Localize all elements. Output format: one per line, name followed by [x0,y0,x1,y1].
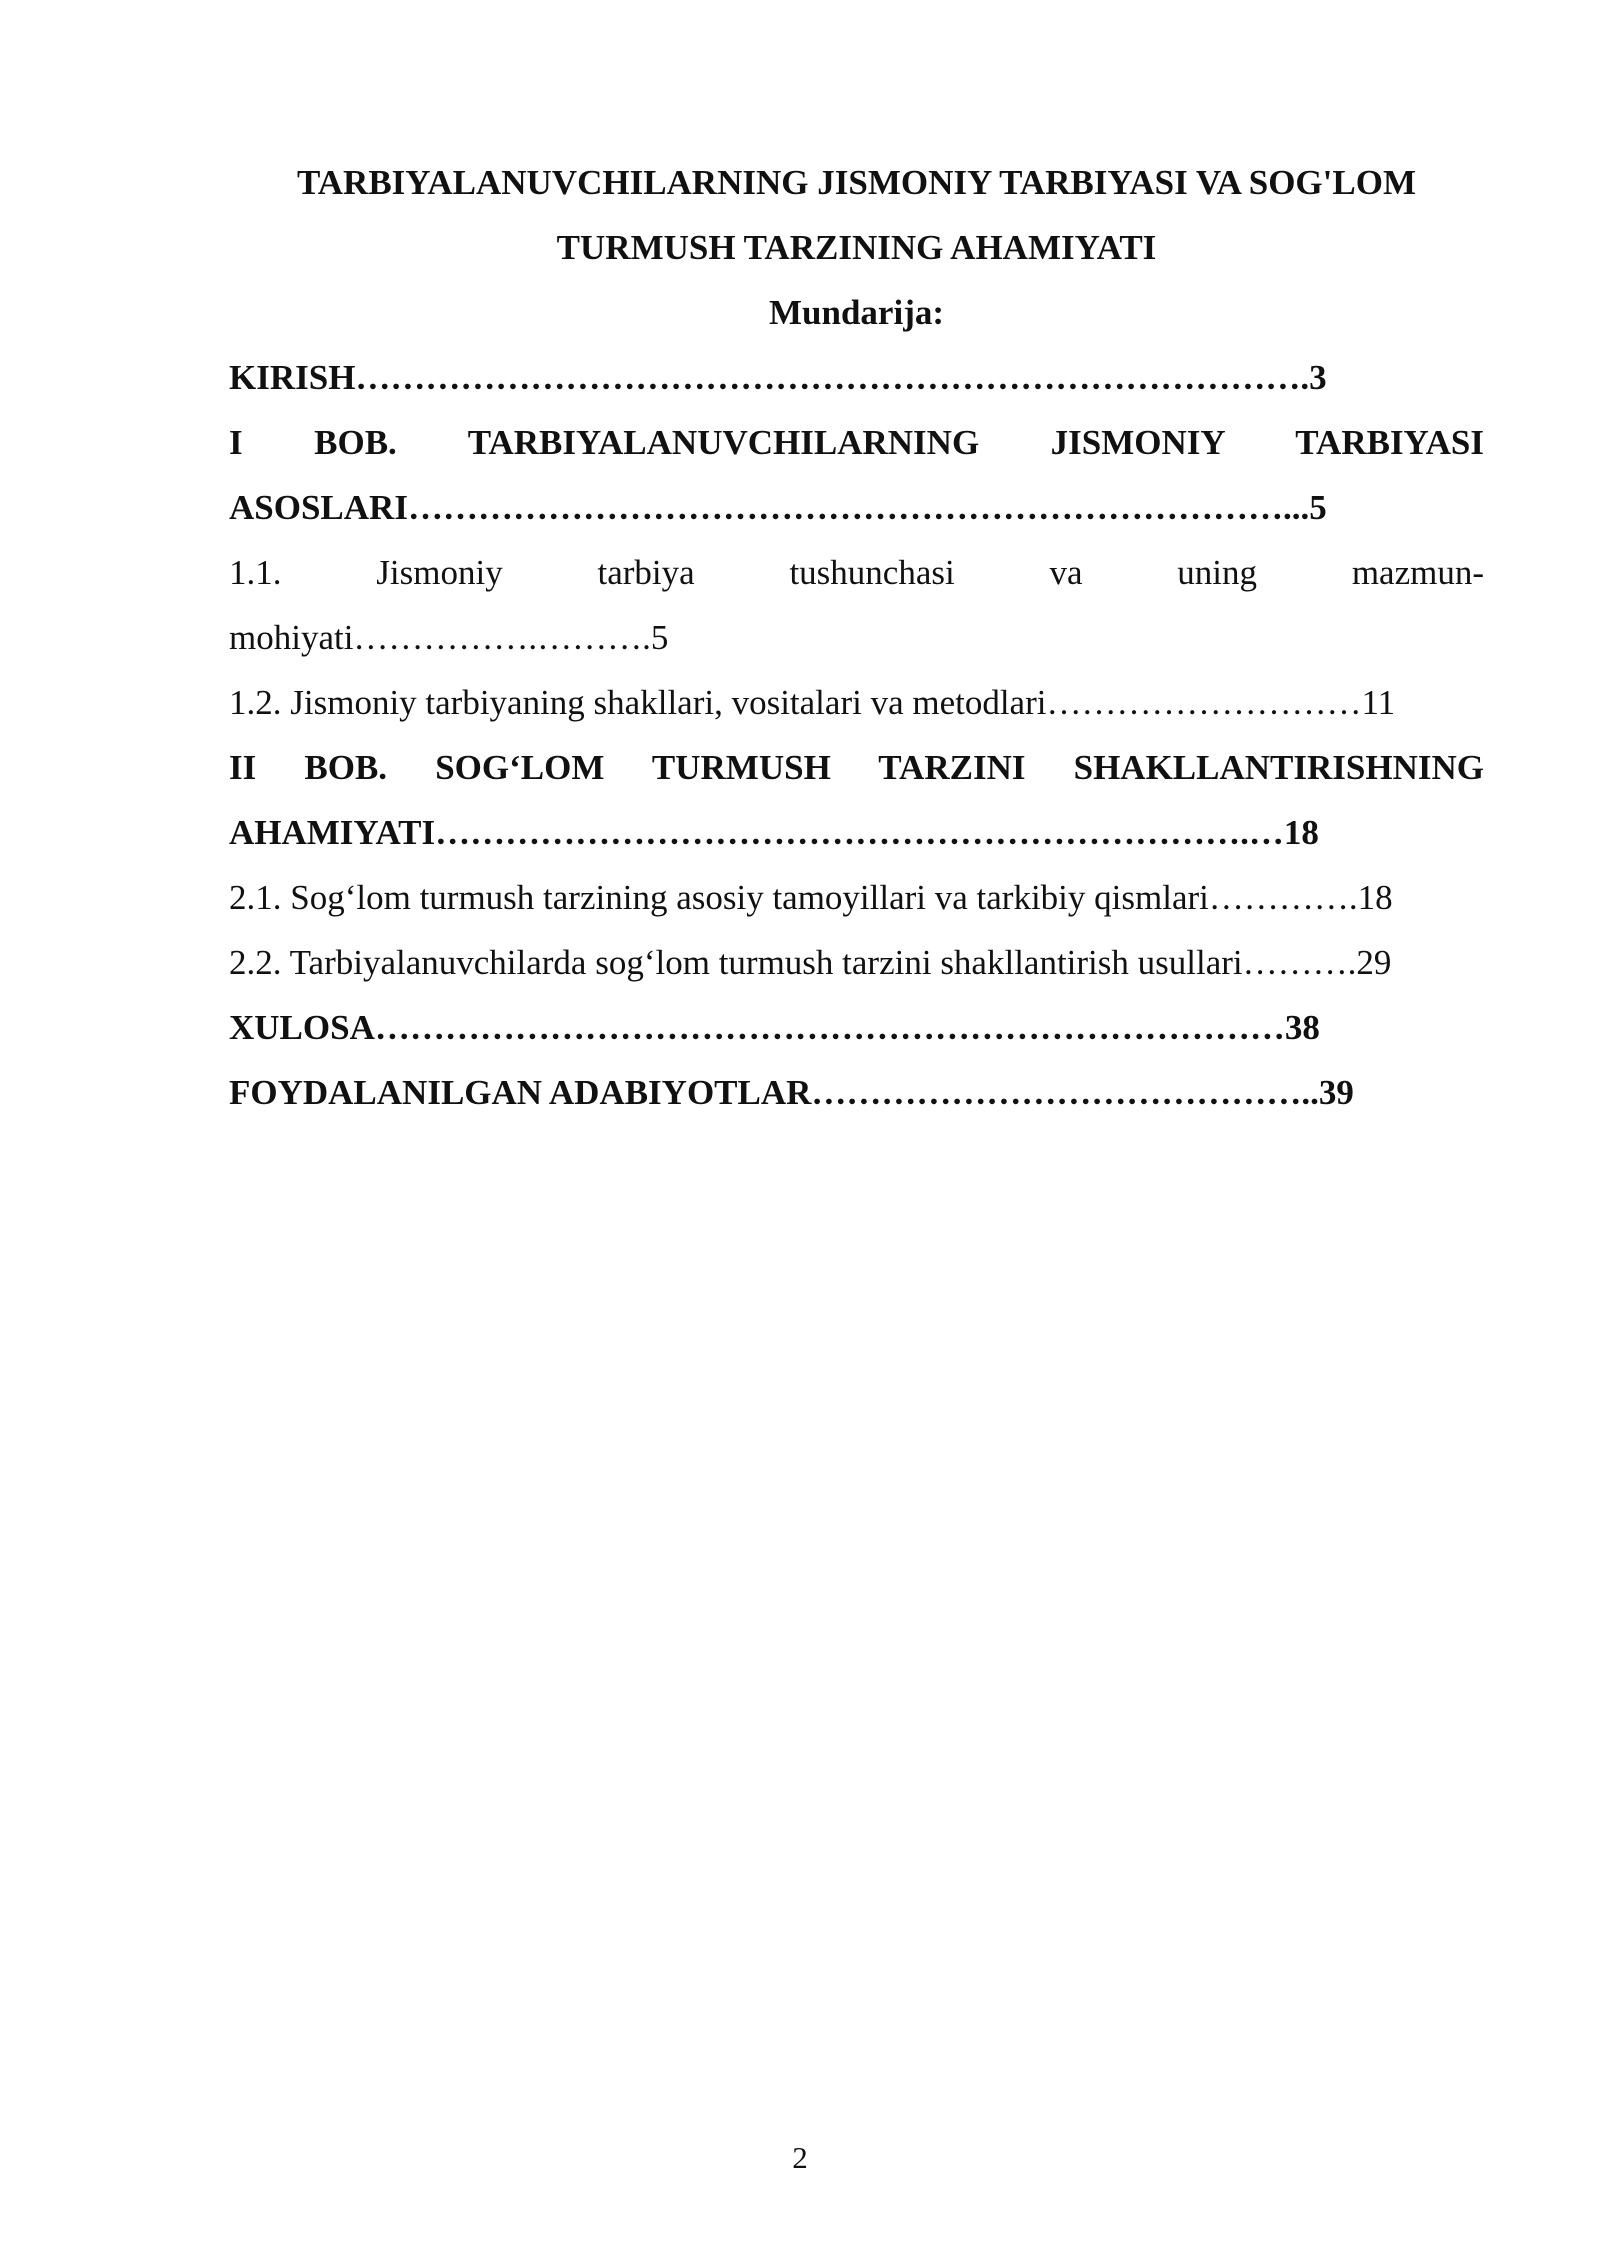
document-title-line-1: TARBIYALANUVCHILARNING JISMONIY TARBIYASI VA SOG'LOM [297,163,1416,202]
toc-entry-chapter-2-line-1: II BOB. SOG‘LOM TURMUSH TARZINI SHAKLLANTIRISHNING [229,748,1484,787]
toc-entry-chapter-2-line-2: AHAMIYATI…………………………………………………………….…18 [229,813,1319,852]
toc-entry-section-1-1-line-2: mohiyati…………….……….5 [229,618,669,657]
toc-entry-chapter-1-line-1: I BOB. TARBIYALANUVCHILARNING JISMONIY TARBIYASI [229,423,1484,462]
toc-entry-section-1-2: 1.2. Jismoniy tarbiyaning shakllari, vositalari va metodlari………………………11 [229,683,1396,722]
document-title-line-2: TURMUSH TARZINING AHAMIYATI [556,228,1157,267]
page-content [229,150,1484,1125]
toc-heading: Mundarija: [769,293,944,332]
toc-entry-section-2-2: 2.2. Tarbiyalanuvchilarda sog‘lom turmush tarzini shakllantirish usullari……….29 [229,943,1392,982]
toc-entry-section-1-1-line-1: 1.1. Jismoniy tarbiya tushunchasi va uning mazmun- [229,553,1484,592]
toc-entry-references: FOYDALANILGAN ADABIYOTLAR……………………………………..39 [229,1073,1354,1112]
toc-entry-chapter-1-line-2: ASOSLARI…………………………………………………………………...5 [229,488,1327,527]
toc-entry-xulosa: XULOSA……………………………………………………………………38 [229,1008,1320,1047]
toc-entry-kirish: KIRISH……………………………………………………………………….3 [229,358,1327,397]
page-number: 2 [792,2140,808,2175]
toc-entry-section-2-1: 2.1. Sog‘lom turmush tarzining asosiy tamoyillari va tarkibiy qismlari………….18 [229,878,1393,917]
